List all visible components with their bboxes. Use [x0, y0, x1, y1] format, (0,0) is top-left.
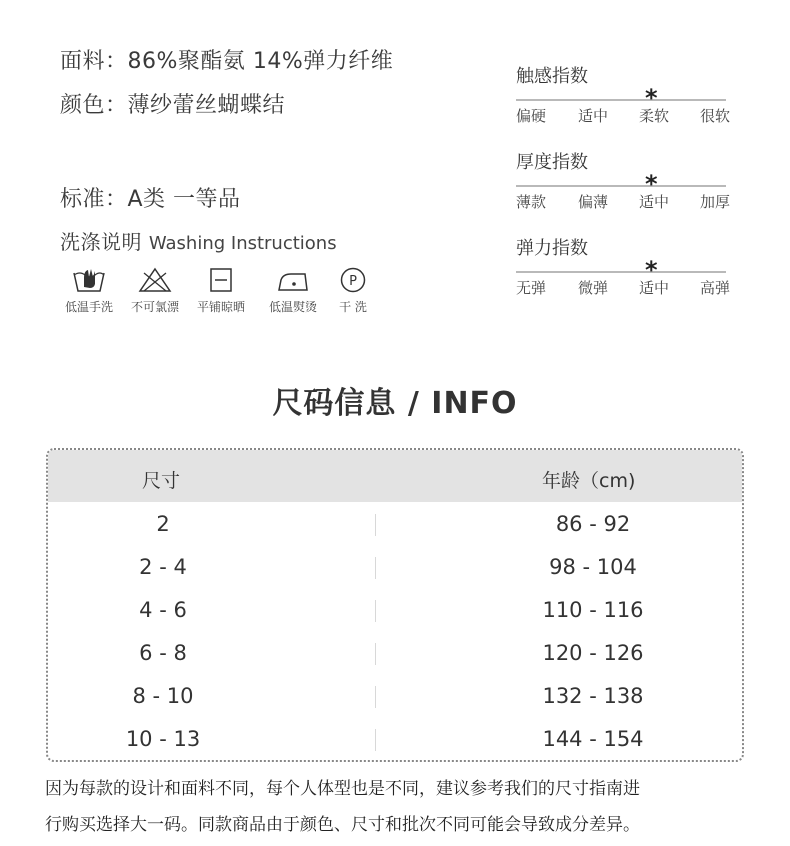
index-star-marker: * — [645, 84, 658, 112]
table-row — [48, 676, 742, 719]
standard-spec: 标准：A类 一等品 — [60, 187, 241, 212]
size-info-title: 尺码信息 / INFO — [272, 386, 518, 421]
index-line — [516, 99, 726, 101]
dry-clean-icon — [335, 266, 371, 294]
care-item — [318, 266, 388, 315]
height-cell: 98 - 104 — [549, 555, 637, 579]
table-row — [48, 719, 742, 762]
index-label: 偏硬 — [516, 107, 547, 125]
header-size: 尺寸 — [142, 470, 181, 492]
index-label: 适中 — [639, 193, 670, 211]
height-cell: 144 - 154 — [542, 727, 644, 751]
index-label: 微弹 — [578, 279, 609, 297]
care-item — [120, 266, 190, 315]
header-age: 年龄（cm) — [542, 470, 636, 492]
size-cell: 8 - 10 — [132, 684, 194, 708]
index-label: 柔软 — [639, 107, 670, 125]
thickness-index — [516, 148, 746, 212]
index-scale — [516, 256, 746, 298]
index-scale — [516, 170, 746, 212]
low-iron-icon — [275, 266, 311, 294]
index-label: 适中 — [639, 279, 670, 297]
care-label: 不可氯漂 — [130, 300, 179, 314]
height-cell: 132 - 138 — [542, 684, 644, 708]
size-note-line-1: 因为每款的设计和面料不同，每个人体型也是不同，建议参考我们的尺寸指南进 — [45, 779, 640, 799]
wash-instructions-title — [60, 226, 337, 255]
care-item — [54, 266, 124, 315]
index-star-marker: * — [645, 256, 658, 284]
index-title: 厚度指数 — [516, 152, 588, 173]
index-label: 适中 — [578, 107, 609, 125]
size-table — [46, 448, 744, 762]
care-item — [186, 266, 256, 315]
index-star-marker: * — [645, 170, 658, 198]
elasticity-index — [516, 234, 746, 298]
size-cell: 10 - 13 — [125, 727, 201, 751]
size-cell: 4 - 6 — [139, 598, 187, 622]
fabric-spec: 面料：86%聚酯氨 14%弹力纤维 — [60, 49, 394, 74]
height-cell: 120 - 126 — [542, 641, 644, 665]
index-line — [516, 271, 726, 273]
table-row — [48, 504, 742, 547]
height-cell: 110 - 116 — [542, 598, 644, 622]
table-header — [48, 450, 742, 502]
column-divider — [375, 600, 376, 622]
size-cell: 2 — [156, 512, 170, 536]
column-divider — [375, 643, 376, 665]
care-icons — [56, 266, 376, 322]
size-note-line-2: 行购买选择大一码。同款商品由于颜色、尺寸和批次不同可能会导致成分差异。 — [45, 815, 640, 835]
index-label: 薄款 — [516, 193, 547, 211]
care-label: 平铺晾晒 — [196, 300, 245, 314]
index-title: 触感指数 — [516, 66, 588, 87]
column-divider — [375, 514, 376, 536]
column-divider — [375, 557, 376, 579]
column-divider — [375, 729, 376, 751]
wash-title-en: Washing Instructions — [148, 233, 337, 254]
index-line — [516, 185, 726, 187]
index-title: 弹力指数 — [516, 238, 588, 259]
height-cell: 86 - 92 — [555, 512, 631, 536]
svg-text:P: P — [349, 274, 357, 289]
care-label: 低温手洗 — [64, 300, 113, 314]
index-scale — [516, 84, 746, 126]
softness-index — [516, 62, 746, 126]
color-spec: 颜色：薄纱蕾丝蝴蝶结 — [60, 93, 286, 118]
index-label: 偏薄 — [578, 193, 609, 211]
index-label: 很软 — [700, 107, 731, 125]
index-label: 加厚 — [700, 193, 731, 211]
size-cell: 2 - 4 — [139, 555, 187, 579]
hand-wash-icon — [71, 266, 107, 294]
index-label: 高弹 — [700, 279, 731, 297]
care-label: 低温熨烫 — [268, 300, 317, 314]
wash-title-cn: 洗涤说明 — [60, 230, 142, 254]
size-cell: 6 - 8 — [139, 641, 187, 665]
table-row — [48, 590, 742, 633]
index-label: 无弹 — [516, 279, 547, 297]
no-bleach-icon — [137, 266, 173, 294]
column-divider — [375, 686, 376, 708]
table-row — [48, 547, 742, 590]
dry-flat-icon — [203, 266, 239, 294]
table-row — [48, 633, 742, 676]
care-label: 干 洗 — [339, 300, 367, 314]
